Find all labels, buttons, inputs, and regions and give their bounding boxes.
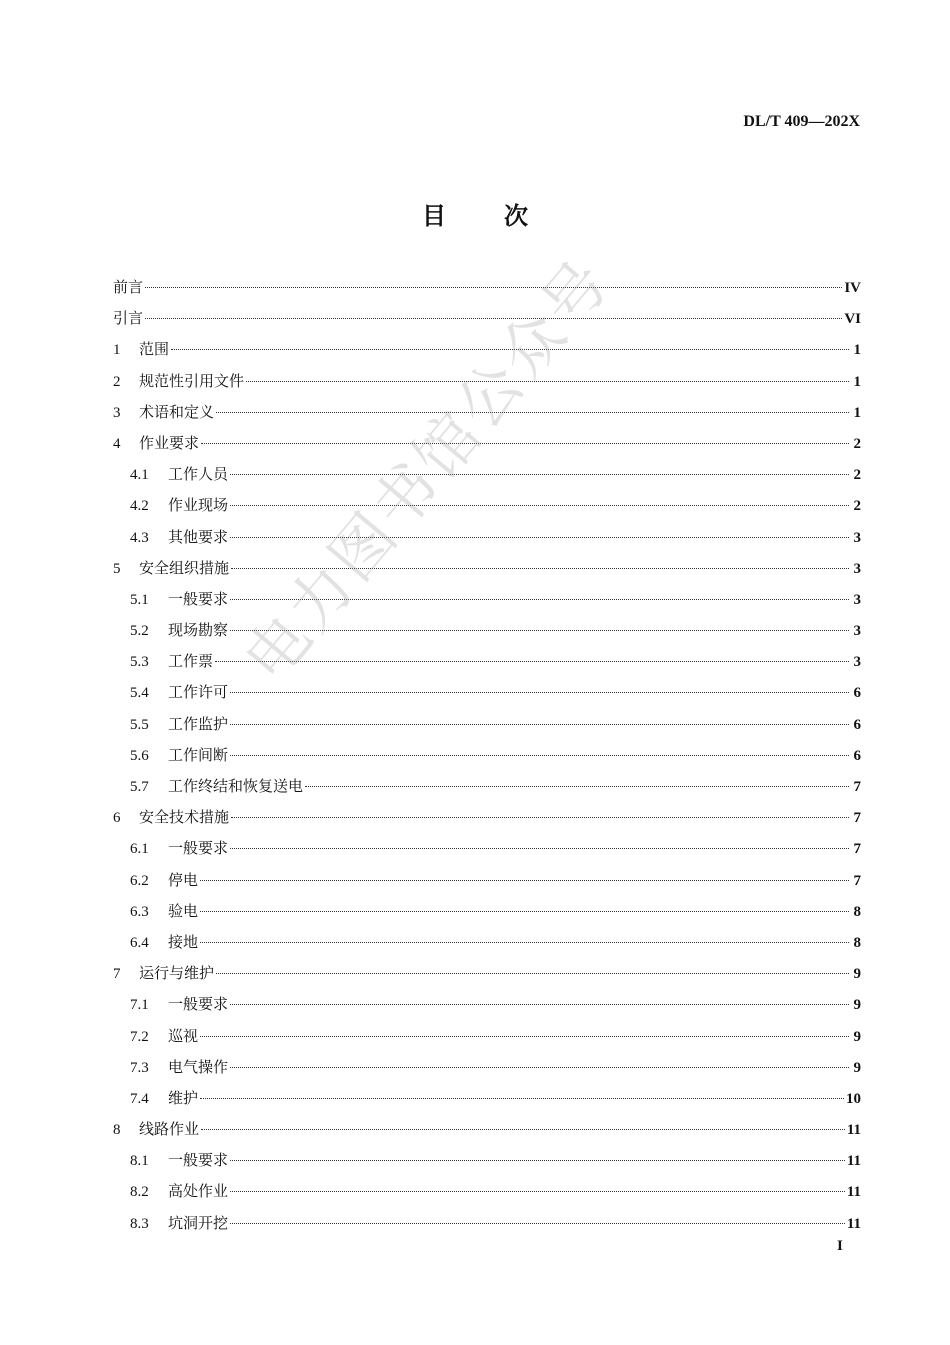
toc-entry-number: 5.5 bbox=[130, 716, 149, 733]
toc-entry[interactable] bbox=[113, 1208, 861, 1239]
dot-leader bbox=[230, 1067, 849, 1068]
toc-entry[interactable] bbox=[113, 989, 861, 1020]
toc-entry-number: 1 bbox=[113, 342, 121, 359]
toc-entry-label: 作业要求 bbox=[139, 433, 200, 452]
toc-entry[interactable] bbox=[113, 740, 861, 771]
dot-leader bbox=[230, 1191, 845, 1192]
dot-leader bbox=[230, 630, 849, 631]
toc-entry-number: 4 bbox=[113, 435, 121, 452]
toc-entry-label: 运行与维护 bbox=[139, 964, 215, 983]
toc-entry-page: 2 bbox=[853, 467, 861, 484]
dot-leader bbox=[230, 505, 849, 506]
dot-leader bbox=[216, 412, 849, 413]
dot-leader bbox=[305, 786, 849, 787]
toc-entry-label: 规范性引用文件 bbox=[139, 371, 245, 390]
toc-entry-label: 巡视 bbox=[168, 1026, 199, 1045]
toc-entry-number: 8.3 bbox=[130, 1215, 149, 1232]
toc-entry[interactable] bbox=[113, 584, 861, 615]
toc-entry-number: 6.4 bbox=[130, 934, 149, 951]
toc-entry-number: 5.2 bbox=[130, 623, 149, 640]
toc-entry-number: 6.2 bbox=[130, 872, 149, 889]
toc-entry-number: 7.1 bbox=[130, 997, 149, 1014]
toc-entry-number: 6 bbox=[113, 810, 121, 827]
toc-entry[interactable] bbox=[113, 833, 861, 864]
toc-entry-page: 8 bbox=[853, 903, 861, 920]
toc-entry-number: 5.1 bbox=[130, 591, 149, 608]
toc-entry-label: 一般要求 bbox=[168, 1151, 229, 1170]
table-of-contents bbox=[113, 272, 861, 1239]
toc-entry-label: 线路作业 bbox=[139, 1120, 200, 1139]
toc-entry-label: 术语和定义 bbox=[139, 402, 215, 421]
dot-leader bbox=[230, 724, 849, 725]
toc-entry[interactable] bbox=[113, 366, 861, 397]
toc-entry[interactable] bbox=[113, 397, 861, 428]
toc-entry-number: 7.4 bbox=[130, 1090, 149, 1107]
page-title bbox=[0, 196, 950, 231]
toc-entry-page: 3 bbox=[853, 623, 861, 640]
toc-entry[interactable] bbox=[113, 522, 861, 553]
toc-entry-label: 其他要求 bbox=[168, 527, 229, 546]
title-char-2: 次 bbox=[504, 202, 528, 230]
toc-entry-number: 7.3 bbox=[130, 1059, 149, 1076]
toc-entry[interactable] bbox=[113, 553, 861, 584]
toc-entry[interactable] bbox=[113, 1052, 861, 1083]
toc-entry-number: 6.1 bbox=[130, 841, 149, 858]
toc-entry-number: 8 bbox=[113, 1122, 121, 1139]
toc-entry-label: 高处作业 bbox=[168, 1182, 229, 1201]
toc-entry-page: 7 bbox=[853, 779, 861, 795]
toc-entry[interactable] bbox=[113, 1176, 861, 1207]
toc-entry[interactable] bbox=[113, 459, 861, 490]
toc-entry-page: 7 bbox=[853, 841, 861, 858]
toc-entry-page: 3 bbox=[853, 591, 861, 608]
toc-entry-label: 工作间断 bbox=[168, 745, 229, 764]
dot-leader bbox=[200, 911, 849, 912]
toc-entry-label: 一般要求 bbox=[168, 995, 229, 1014]
dot-leader bbox=[230, 848, 849, 849]
toc-entry-number: 5.4 bbox=[130, 685, 149, 702]
toc-entry-number: 5.7 bbox=[130, 779, 149, 795]
dot-leader bbox=[201, 1129, 845, 1130]
toc-entry-page: 3 bbox=[853, 529, 861, 546]
toc-entry[interactable] bbox=[113, 615, 861, 646]
toc-entry-page: 10 bbox=[846, 1090, 861, 1107]
dot-leader bbox=[230, 1004, 849, 1005]
dot-leader bbox=[200, 1036, 849, 1037]
title-char-1: 目 bbox=[422, 202, 446, 230]
toc-entry-label: 坑洞开挖 bbox=[168, 1213, 229, 1232]
toc-entry[interactable] bbox=[113, 927, 861, 958]
toc-entry-page: 9 bbox=[853, 966, 861, 983]
toc-entry-label: 电气操作 bbox=[168, 1057, 229, 1076]
dot-leader bbox=[145, 318, 842, 319]
toc-entry-page: 1 bbox=[853, 342, 861, 359]
dot-leader bbox=[230, 474, 849, 475]
toc-entry-page: 6 bbox=[853, 716, 861, 733]
toc-entry-page: 11 bbox=[846, 1122, 861, 1139]
toc-entry-page: 8 bbox=[853, 934, 861, 951]
page-number: I bbox=[837, 1238, 843, 1254]
toc-entry[interactable] bbox=[113, 896, 861, 927]
dot-leader bbox=[230, 537, 849, 538]
toc-entry-page: 9 bbox=[853, 1059, 861, 1076]
toc-entry-number: 6.3 bbox=[130, 903, 149, 920]
toc-entry[interactable] bbox=[113, 677, 861, 708]
toc-entry-label: 作业现场 bbox=[168, 496, 229, 515]
toc-entry-label: 安全技术措施 bbox=[139, 808, 230, 827]
toc-entry-label: 一般要求 bbox=[168, 839, 229, 858]
toc-entry-number: 8.2 bbox=[130, 1184, 149, 1201]
toc-entry-page: 11 bbox=[846, 1215, 861, 1232]
toc-entry[interactable] bbox=[113, 334, 861, 365]
toc-entry-number: 8.1 bbox=[130, 1153, 149, 1170]
toc-entry-page: VI bbox=[844, 311, 861, 328]
dot-leader bbox=[216, 973, 849, 974]
dot-leader bbox=[230, 755, 849, 756]
toc-entry-label: 停电 bbox=[168, 870, 199, 889]
toc-entry-page: 3 bbox=[853, 560, 861, 577]
toc-entry-label: 工作许可 bbox=[168, 683, 229, 702]
toc-entry-number: 5.6 bbox=[130, 747, 149, 764]
toc-entry-page: 7 bbox=[853, 810, 861, 827]
toc-entry-number: 2 bbox=[113, 373, 121, 390]
toc-entry-label: 引言 bbox=[113, 309, 144, 328]
toc-entry-label: 维护 bbox=[168, 1088, 199, 1107]
toc-entry-page: 9 bbox=[853, 997, 861, 1014]
toc-entry[interactable] bbox=[113, 1145, 861, 1176]
toc-entry-number: 7 bbox=[113, 966, 121, 983]
toc-entry-number: 7.2 bbox=[130, 1028, 149, 1045]
toc-entry-page: 6 bbox=[853, 747, 861, 764]
watermark: 电力图书馆公众号 bbox=[229, 243, 626, 696]
toc-entry-label: 工作监护 bbox=[168, 714, 229, 733]
dot-leader bbox=[246, 381, 849, 382]
toc-entry[interactable] bbox=[113, 303, 861, 334]
toc-entry-label: 工作终结和恢复送电 bbox=[168, 777, 304, 795]
dot-leader bbox=[230, 1160, 845, 1161]
toc-entry-label: 验电 bbox=[168, 901, 199, 920]
toc-entry[interactable] bbox=[113, 958, 861, 989]
toc-entry[interactable] bbox=[113, 490, 861, 521]
toc-entry-label: 现场勘察 bbox=[168, 621, 229, 640]
toc-entry[interactable] bbox=[113, 1083, 861, 1114]
toc-entry-page: 7 bbox=[853, 872, 861, 889]
toc-entry-page: 11 bbox=[846, 1184, 861, 1201]
toc-entry-page: IV bbox=[844, 280, 861, 296]
toc-entry-label: 一般要求 bbox=[168, 589, 229, 608]
toc-entry-page: 9 bbox=[853, 1028, 861, 1045]
toc-entry-label: 范围 bbox=[139, 340, 170, 359]
toc-entry-number: 4.2 bbox=[130, 498, 149, 515]
dot-leader bbox=[231, 568, 849, 569]
dot-leader bbox=[231, 817, 849, 818]
toc-entry[interactable] bbox=[113, 428, 861, 459]
toc-entry-page: 2 bbox=[853, 498, 861, 515]
toc-entry-label: 工作票 bbox=[168, 652, 214, 671]
dot-leader bbox=[200, 942, 849, 943]
toc-entry[interactable] bbox=[113, 272, 861, 303]
toc-entry-page: 1 bbox=[853, 373, 861, 390]
toc-entry-page: 3 bbox=[853, 654, 861, 671]
dot-leader bbox=[145, 287, 842, 288]
toc-entry-label: 前言 bbox=[113, 278, 144, 296]
toc-entry-page: 2 bbox=[853, 435, 861, 452]
toc-entry[interactable] bbox=[113, 1021, 861, 1052]
document-id: DL/T 409—202X bbox=[743, 113, 860, 130]
toc-entry[interactable] bbox=[113, 1114, 861, 1145]
toc-entry[interactable] bbox=[113, 771, 861, 802]
dot-leader bbox=[171, 349, 849, 350]
dot-leader bbox=[230, 1223, 845, 1224]
toc-entry[interactable] bbox=[113, 709, 861, 740]
toc-entry-label: 工作人员 bbox=[168, 465, 229, 484]
toc-entry[interactable] bbox=[113, 802, 861, 833]
toc-entry-label: 接地 bbox=[168, 932, 199, 951]
toc-entry-page: 11 bbox=[846, 1153, 861, 1170]
dot-leader bbox=[230, 599, 849, 600]
toc-entry-number: 4.3 bbox=[130, 529, 149, 546]
toc-entry-number: 4.1 bbox=[130, 467, 149, 484]
toc-entry-page: 6 bbox=[853, 685, 861, 702]
dot-leader bbox=[200, 1098, 844, 1099]
toc-entry[interactable] bbox=[113, 646, 861, 677]
toc-entry-page: 1 bbox=[853, 404, 861, 421]
toc-entry[interactable] bbox=[113, 865, 861, 896]
toc-entry-number: 5.3 bbox=[130, 654, 149, 671]
dot-leader bbox=[201, 443, 849, 444]
toc-entry-label: 安全组织措施 bbox=[139, 558, 230, 577]
dot-leader bbox=[200, 880, 849, 881]
dot-leader bbox=[230, 692, 849, 693]
dot-leader bbox=[215, 661, 849, 662]
toc-entry-number: 5 bbox=[113, 560, 121, 577]
toc-entry-number: 3 bbox=[113, 404, 121, 421]
